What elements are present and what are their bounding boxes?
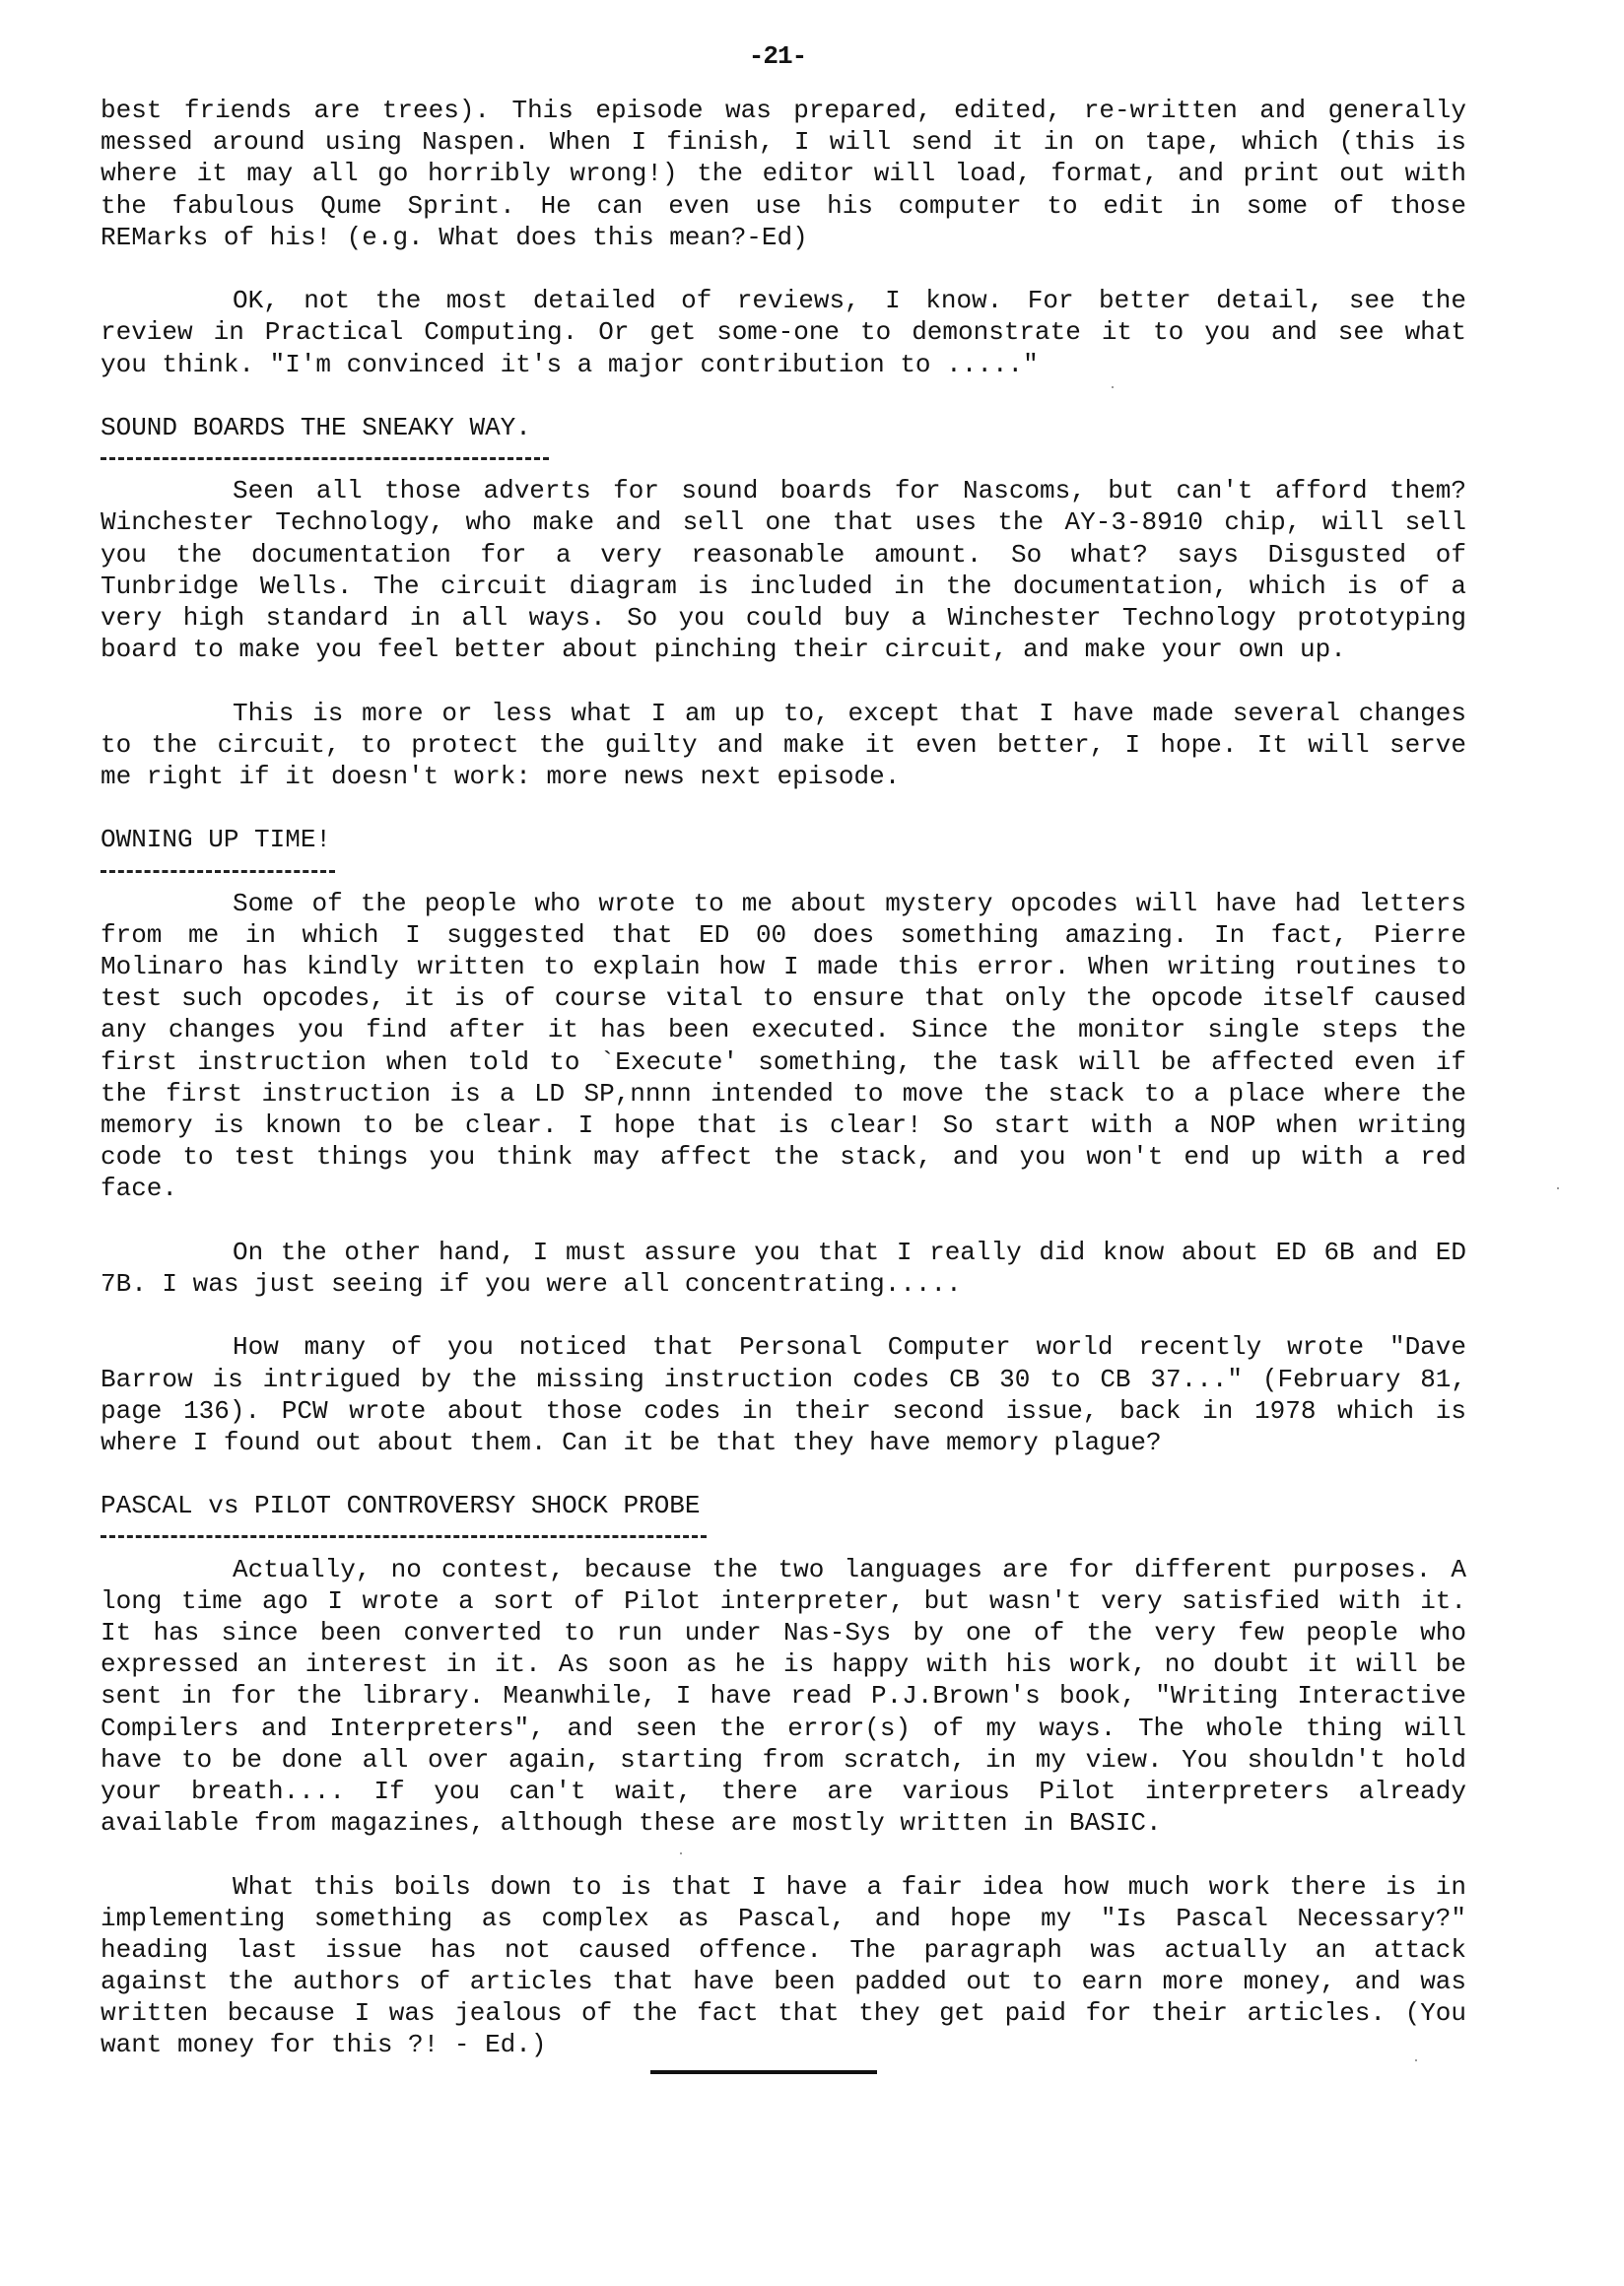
scan-speck [680, 1852, 682, 1854]
paragraph-gap [101, 665, 1466, 697]
heading-text: SOUND BOARDS THE SNEAKY WAY. [101, 412, 531, 442]
text-line: very high standard in all ways. So you could buy a Winchester Technology prototyping [101, 603, 1466, 633]
text-line: On the other hand, I must assure you that I really did know about ED 6B and ED [233, 1237, 1466, 1267]
scan-speck [1112, 386, 1114, 388]
text-line: heading last issue has not caused offence. The paragraph was actually an attack [101, 1934, 1466, 1965]
text-line: It has since been converted to run under Nas-Sys by one of the very few people who [101, 1618, 1466, 1647]
section-heading-owning-up [101, 824, 1466, 887]
text-line: you think. "I'm convinced it's a major contribution to ....." [101, 349, 1039, 379]
text-line: the fabulous Qume Sprint. He can even use his computer to edit in some of those [101, 190, 1466, 221]
text-line: me right if it doesn't work: more news next episode. [101, 761, 901, 791]
text-line: review in Practical Computing. Or get some-one to demonstrate it to you and see what [101, 317, 1466, 348]
text-line: to the circuit, to protect the guilty and make it even better, I hope. It will serve [101, 729, 1466, 760]
paragraph-gap [101, 1300, 1466, 1331]
text-line: sent in for the library. Meanwhile, I have read P.J.Brown's book, "Writing Interactive [101, 1681, 1466, 1712]
heading-text: OWNING UP TIME! [101, 825, 332, 855]
section-heading-sound-boards [101, 412, 1466, 475]
text-line: Winchester Technology, who make and sell one that uses the AY-3-8910 chip, will sell [101, 507, 1466, 538]
text-line: first instruction when told to `Execute' something, the task will be affected even if [101, 1046, 1466, 1077]
text-line: your breath.... If you can't wait, there are various Pilot interpreters already [101, 1776, 1466, 1806]
text-line: against the authors of articles that have been padded out to earn more money, and was [101, 1967, 1466, 1997]
end-of-article-rule [650, 2070, 877, 2074]
paragraph-review-detail [101, 285, 1466, 380]
text-line: have to be done all over again, starting from scratch, in my view. You shouldn't hold [101, 1744, 1466, 1775]
text-line: This is more or less what I am up to, except that I have made several changes [233, 698, 1466, 728]
text-line: code to test things you think may affect the stack, and you won't end up with a red [101, 1142, 1466, 1173]
text-line: messed around using Naspen. When I finish, I will send it in on tape, which (this is [101, 127, 1466, 158]
text-line: implementing something as complex as Pascal, and hope my "Is Pascal Necessary?" [101, 1903, 1466, 1933]
text-line: Molinaro has kindly written to explain how I made this error. When writing routines to [101, 952, 1466, 982]
text-line: Barrow is intrigued by the missing instruction codes CB 30 to CB 37..." (February 81, [101, 1364, 1466, 1394]
scan-speck [1557, 1187, 1559, 1189]
paragraph-gap [101, 1458, 1466, 1490]
text-line: board to make you feel better about pinching their circuit, and make your own up. [101, 635, 1346, 665]
text-line: face. [101, 1174, 178, 1204]
paragraph-gap [101, 253, 1466, 285]
paragraph-ed-6b [101, 1237, 1466, 1300]
text-line: page 136). PCW wrote about those codes in their second issue, back in 1978 which is [101, 1395, 1466, 1426]
paragraph-pilot-interpreter [101, 1554, 1466, 1840]
text-line: expressed an interest in it. As soon as he is happy with his work, no doubt it will be [101, 1649, 1466, 1680]
section-heading-pascal-pilot [101, 1490, 1466, 1553]
page-number: -21- [748, 41, 807, 71]
paragraph-gap [101, 792, 1466, 824]
text-line: Some of the people who wrote to me about mystery opcodes will have had letters [233, 888, 1466, 918]
text-line: REMarks of his! (e.g. What does this mean?-Ed) [101, 222, 808, 252]
text-line: test such opcodes, it is of course vital to ensure that only the opcode itself caused [101, 983, 1466, 1014]
heading-underline [101, 1521, 1466, 1553]
text-line: Tunbridge Wells. The circuit diagram is included in the documentation, which is of a [101, 571, 1466, 601]
text-line: where it may all go horribly wrong!) the editor will load, format, and print out with [101, 159, 1466, 189]
paragraph-changes [101, 698, 1466, 793]
paragraph-pcw [101, 1331, 1466, 1458]
paragraph-pascal-necessary [101, 1871, 1466, 2061]
paragraph-gap [101, 380, 1466, 412]
text-line: available from magazines, although these are mostly written in BASIC. [101, 1808, 1162, 1839]
text-line: Compilers and Interpreters", and seen the error(s) of my ways. The whole thing will [101, 1713, 1466, 1743]
paragraph-gap [101, 1839, 1466, 1870]
text-line: memory is known to be clear. I hope that is clear! So start with a NOP when writing [101, 1110, 1466, 1140]
text-line: want money for this ?! - Ed.) [101, 2030, 547, 2060]
scan-speck [1415, 2059, 1417, 2061]
text-line: OK, not the most detailed of reviews, I know. For better detail, see the [233, 286, 1466, 316]
heading-underline [101, 443, 1466, 475]
text-line: best friends are trees). This episode was prepared, edited, re-written and generally [101, 96, 1466, 125]
document-body [101, 95, 1466, 2061]
paragraph-naspen-review-end [101, 95, 1466, 253]
text-line: How many of you noticed that Personal Computer world recently wrote "Dave [233, 1332, 1466, 1363]
heading-text: PASCAL vs PILOT CONTROVERSY SHOCK PROBE [101, 1491, 701, 1521]
text-line: from me in which I suggested that ED 00 does something amazing. In fact, Pierre [101, 919, 1466, 950]
text-line: the first instruction is a LD SP,nnnn intended to move the stack to a place where the [101, 1078, 1466, 1109]
paragraph-gap [101, 1205, 1466, 1237]
paragraph-mystery-opcodes [101, 888, 1466, 1205]
text-line: 7B. I was just seeing if you were all concentrating..... [101, 1268, 962, 1299]
paragraph-sound-boards [101, 475, 1466, 665]
text-line: any changes you find after it has been executed. Since the monitor single steps the [101, 1015, 1466, 1045]
text-line: What this boils down to is that I have a fair idea how much work there is in [233, 1871, 1466, 1902]
text-line: you the documentation for a very reasonable amount. So what? says Disgusted of [101, 539, 1466, 570]
text-line: Actually, no contest, because the two languages are for different purposes. A [233, 1554, 1466, 1584]
heading-underline [101, 856, 1466, 888]
text-line: Seen all those adverts for sound boards for Nascoms, but can't afford them? [233, 476, 1466, 506]
text-line: long time ago I wrote a sort of Pilot interpreter, but wasn't very satisfied with it. [101, 1585, 1466, 1616]
text-line: where I found out about them. Can it be that they have memory plague? [101, 1427, 1162, 1457]
text-line: written because I was jealous of the fact that they get paid for their articles. (You [101, 1998, 1466, 2029]
